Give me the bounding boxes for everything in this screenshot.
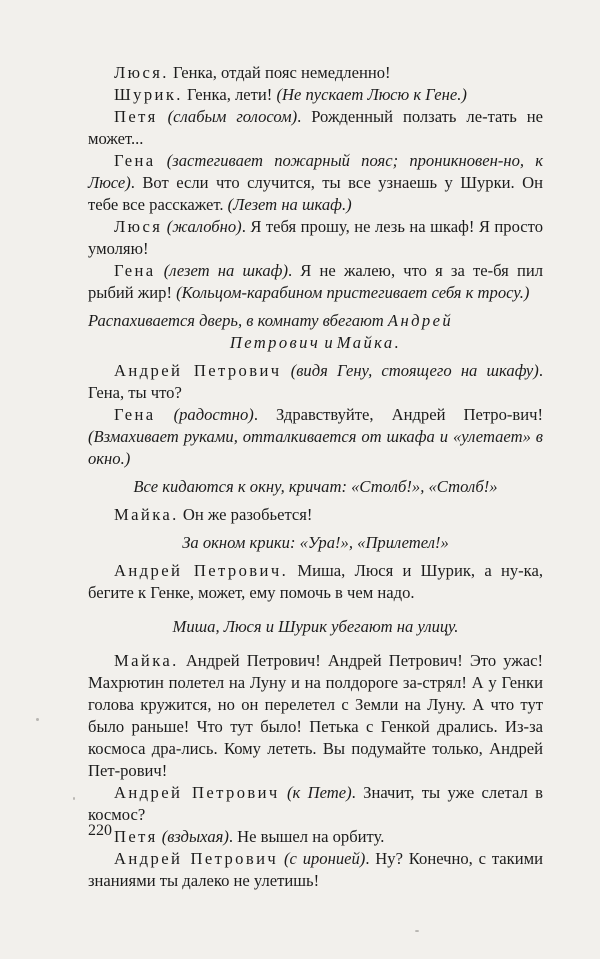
dialogue-line — [88, 404, 543, 470]
speech-text: Он же разобьется! — [178, 505, 313, 524]
page-number: 220 — [88, 822, 112, 839]
stage-remark: (застегивает пожарный пояс; проникновен-но, к Люсе) — [88, 151, 543, 192]
paper-speck — [415, 930, 419, 932]
paper-speck — [73, 797, 75, 800]
dialogue-line — [88, 782, 543, 826]
stage-remark: Миша, Люся и Шурик убегают на улицу. — [172, 617, 459, 636]
speech-text — [156, 261, 164, 280]
speaker-name: Майка. — [114, 505, 179, 524]
speaker-name: Петя — [114, 827, 158, 846]
speaker-name: Андрей Петрович — [114, 783, 280, 802]
stage-remark: За окном крики: «Ура!», «Прилетел!» — [182, 533, 449, 552]
stage-remark: (Лезет на шкаф.) — [227, 195, 352, 214]
stage-direction — [88, 476, 543, 498]
speech-text — [156, 151, 167, 170]
dialogue-line — [88, 504, 543, 526]
speech-text — [156, 405, 174, 424]
stage-remark: Распахивается дверь, в комнату вбегают — [88, 311, 388, 330]
speaker-name: Гена — [114, 405, 156, 424]
paper-speck — [36, 718, 39, 721]
dialogue-line — [88, 216, 543, 260]
stage-direction — [88, 310, 543, 332]
dialogue-line — [88, 260, 543, 304]
stage-remark: (Взмахивает руками, отталкивается от шкафа и «улетает» в окно.) — [88, 427, 543, 468]
speaker-name: Андрей Петрович. — [114, 561, 289, 580]
stage-direction — [88, 532, 543, 554]
stage-remark: (видя Гену, стоящего на шкафу) — [290, 361, 539, 380]
speaker-name: Люся. — [114, 63, 169, 82]
dialogue-line — [88, 650, 543, 782]
speaker-name: Шурик. — [114, 85, 183, 104]
speech-text: . Ну? Конечно, с такими знаниями ты далеко не улетишь! — [88, 849, 543, 890]
speech-text: . Я не жалею, что я за те-бя пил рыбий жир! — [88, 261, 543, 302]
stage-remark: и — [320, 333, 337, 352]
stage-remark: (жалобно) — [166, 217, 242, 236]
stage-remark: (слабым голосом) — [167, 107, 298, 126]
stage-remark: (вздыхая) — [161, 827, 229, 846]
stage-remark: (радостно) — [173, 405, 254, 424]
speaker-name: Майка. — [336, 333, 402, 352]
stage-remark: (с иронией) — [283, 849, 366, 868]
stage-direction — [88, 616, 543, 638]
dialogue-line — [88, 62, 543, 84]
stage-direction — [88, 332, 543, 354]
speaker-name: Андрей Петрович — [114, 361, 282, 380]
speaker-name: Майка. — [114, 651, 179, 670]
speech-text: . Рожденный ползать ле-тать не может... — [88, 107, 544, 148]
speech-text: . Я тебя прошу, не лезь на шкаф! Я просто умоляю! — [88, 217, 543, 258]
speech-text: Андрей Петрович! Андрей Петрович! Это ужас! Махрютин полетел на Луну и на полдороге за-стрял! А у Генки голова кружится, но он перелетел с Земли на Луну. А что тут было раньше! Что тут было! Петька с Генкой дрались. Из-за космоса дра-лись. Кому лететь. Вы подумайте только, Андрей Пет-рович! — [88, 651, 543, 780]
dialogue-line — [88, 848, 543, 892]
stage-remark: (лезет на шкаф) — [163, 261, 288, 280]
speech-text: . Гена, ты что? — [88, 361, 543, 402]
speaker-name: Андрей Петрович — [114, 849, 279, 868]
stage-remark: Все кидаются к окну, кричат: «Столб!», «Столб!» — [133, 477, 498, 496]
speaker-name: Петя — [114, 107, 158, 126]
speech-text: . Значит, ты уже слетал в космос? — [88, 783, 543, 824]
stage-remark: (Кольцом-карабином пристегивает себя к тросу.) — [176, 283, 530, 302]
speech-text: . Не вышел на орбиту. — [228, 827, 385, 846]
speaker-name: Андрей — [387, 311, 454, 330]
speaker-name: Петрович — [229, 333, 321, 352]
speech-text: Миша, Люся и Шурик, а ну-ка, бегите к Генке, может, ему помочь в чем надо. — [88, 561, 543, 602]
speech-text — [282, 361, 291, 380]
speech-text — [158, 107, 168, 126]
speech-text: Генка, отдай пояс немедленно! — [168, 63, 391, 82]
dialogue-line — [88, 360, 543, 404]
page-text — [88, 62, 543, 892]
stage-remark: (к Пете) — [287, 783, 352, 802]
dialogue-line — [88, 560, 543, 604]
speaker-name: Люся — [114, 217, 163, 236]
dialogue-line — [88, 84, 543, 106]
speech-text: . Вот если что случится, ты все узнаешь у Шурки. Он тебе все расскажет. — [88, 173, 543, 214]
speaker-name: Гена — [114, 151, 156, 170]
dialogue-line — [88, 826, 543, 848]
stage-remark: (Не пускает Люсю к Гене.) — [276, 85, 467, 104]
dialogue-line — [88, 150, 543, 216]
speech-text — [280, 783, 287, 802]
dialogue-line — [88, 106, 543, 150]
speaker-name: Гена — [114, 261, 156, 280]
speech-text: . Здравствуйте, Андрей Петро-вич! — [253, 405, 543, 424]
speech-text: Генка, лети! — [182, 85, 277, 104]
